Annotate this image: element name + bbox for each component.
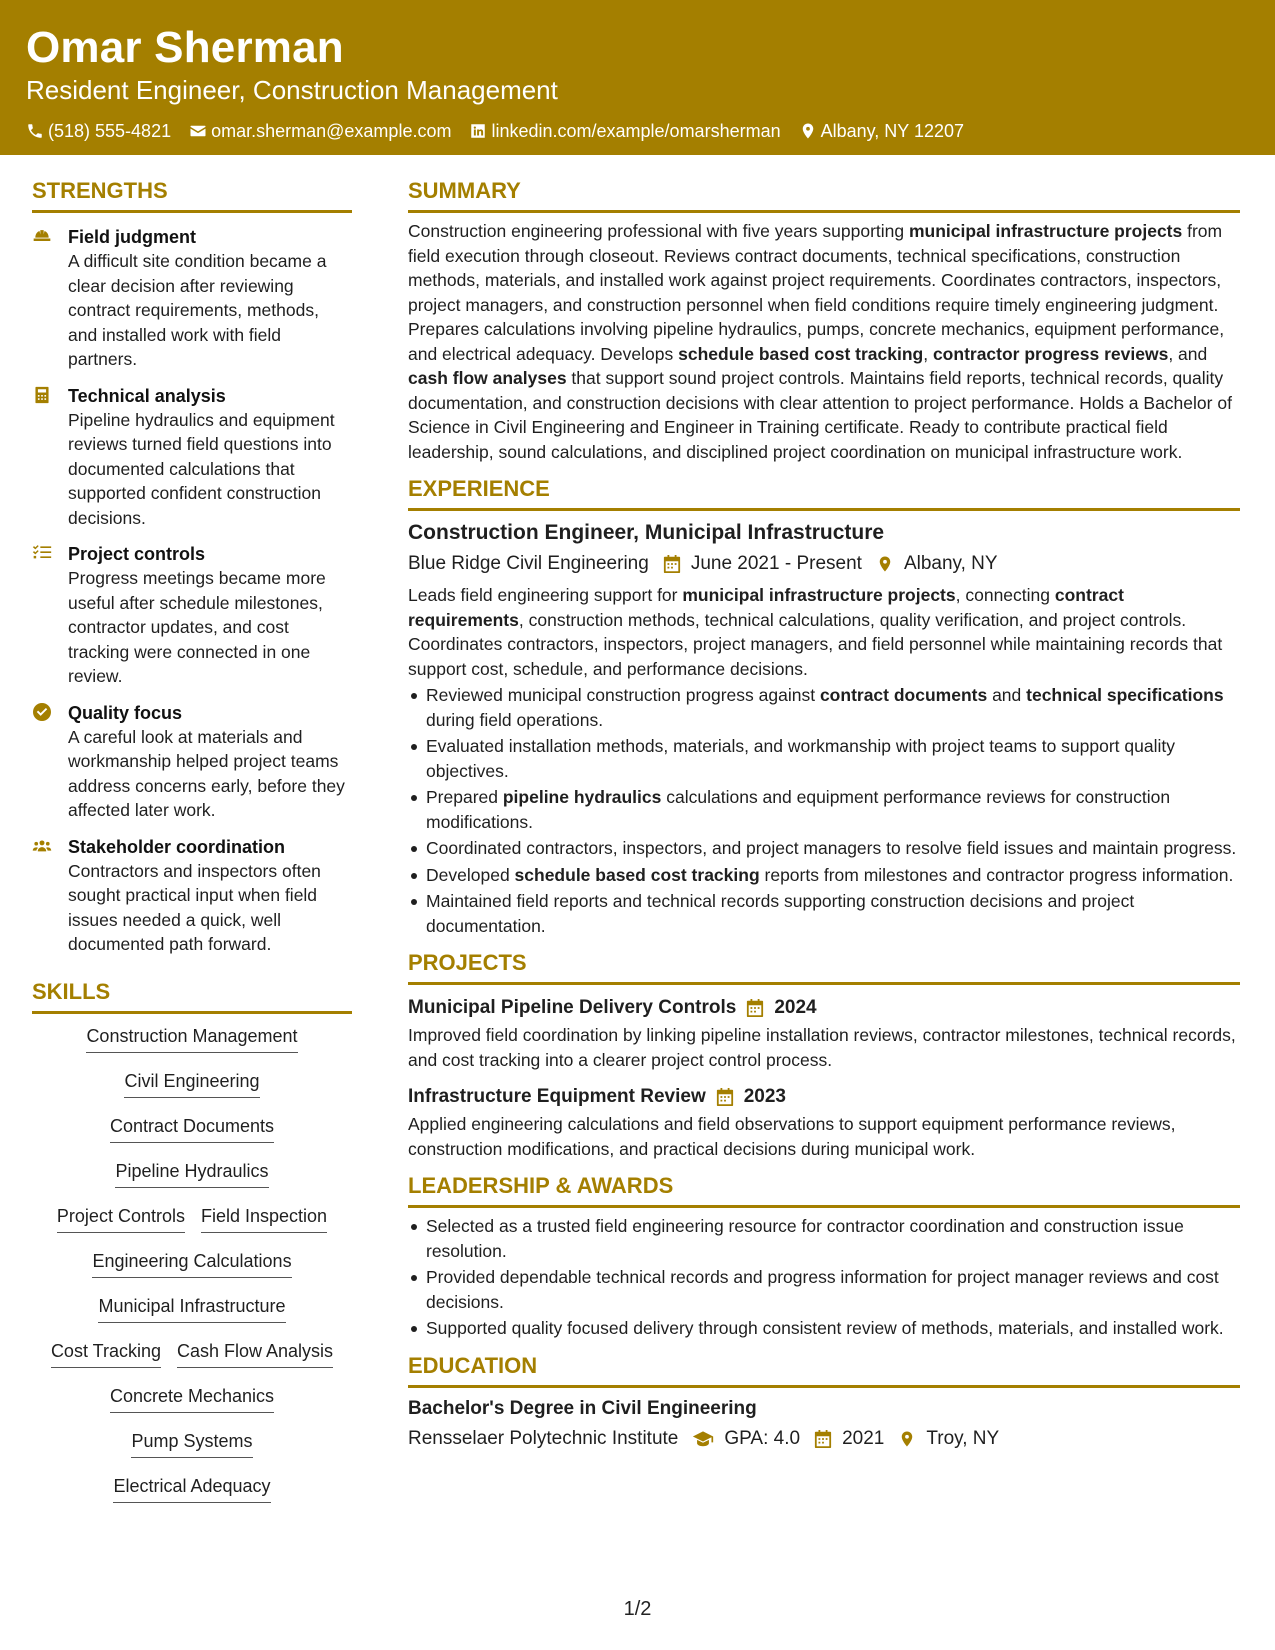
resume-header bbox=[0, 0, 1275, 155]
project-year: 2024 bbox=[774, 997, 817, 1018]
education-meta bbox=[408, 1426, 1240, 1452]
skill-tag: Pipeline Hydraulics bbox=[115, 1159, 268, 1188]
skills-heading: SKILLS bbox=[32, 979, 352, 1014]
list-item: Maintained field reports and technical records supporting construction decisions and project documentation. bbox=[408, 889, 1240, 938]
strength-title: Project controls bbox=[68, 544, 206, 564]
skill-tag: Civil Engineering bbox=[124, 1069, 259, 1098]
list-item: Supported quality focused delivery through consistent review of methods, materials, and installed work. bbox=[408, 1316, 1240, 1341]
gpa-text: GPA: 4.0 bbox=[724, 1427, 801, 1449]
list-check-icon bbox=[32, 544, 52, 562]
strength-desc: Progress meetings became more useful after schedule milestones, contractor updates, and cost tracking were connected in one review. bbox=[68, 568, 326, 686]
bold-phrase: contract requirements bbox=[408, 585, 1124, 630]
bold-phrase: schedule based cost tracking bbox=[678, 343, 924, 364]
summary-heading: SUMMARY bbox=[408, 178, 1240, 213]
strength-title: Quality focus bbox=[68, 702, 183, 723]
location-text: Albany, NY 12207 bbox=[820, 121, 965, 141]
skill-tag: Electrical Adequacy bbox=[113, 1474, 270, 1503]
job-intro: Leads field engineering support for municipal infrastructure projects, connecting contract requirements, construction methods, technical calculations, quality verification, and project controls. Coordinates contractors, inspectors, project managers, and field personnel while maintaining records that support cost, schedule, and performance decisions. bbox=[408, 585, 1223, 679]
phone-icon bbox=[26, 122, 44, 140]
experience-heading: EXPERIENCE bbox=[408, 476, 1240, 511]
leadership-bullets bbox=[408, 1214, 1240, 1341]
envelope-icon bbox=[189, 122, 207, 140]
job-title: Construction Engineer, Municipal Infrastructure bbox=[408, 521, 885, 544]
contact-location bbox=[799, 120, 964, 142]
hard-hat-icon bbox=[32, 227, 52, 245]
skill-tag: Concrete Mechanics bbox=[110, 1384, 274, 1413]
strength-desc: Contractors and inspectors often sought practical input when field issues needed a quick, well documented path forward. bbox=[68, 860, 321, 954]
leadership-section bbox=[408, 1173, 1240, 1341]
bold-phrase: municipal infrastructure projects bbox=[682, 585, 956, 605]
summary-text: Construction engineering professional with five years supporting municipal infrastructure projects from field execution through closeout. Reviews contract documents, technical specifications, construction methods, materials, and installed work against project requirements. Coordinates contractors, inspectors, project managers, and construction personnel when field conditions require timely engineering judgment. Prepares calculations involving pipeline hydraulics, pumps, concrete mechanics, equipment performance, and electrical adequacy. Develops schedule based cost tracking, contractor progress reviews, and cash flow analyses that support sound project controls. Maintains field reports, technical records, quality documentation, and construction decisions with clear attention to project performance. Holds a Bachelor of Science in Civil Engineering and Engineer in Training certificate. Ready to contribute practical field leadership, sound calculations, and disciplined project coordination on municipal infrastructure work. bbox=[408, 221, 1232, 462]
strength-title: Stakeholder coordination bbox=[68, 836, 286, 857]
list-item: Reviewed municipal construction progress against contract documents and technical specifications during field operations. bbox=[408, 683, 1240, 732]
graduation-year: 2021 bbox=[842, 1427, 885, 1449]
company-name: Blue Ridge Civil Engineering bbox=[408, 553, 649, 574]
skill-tag: Project Controls bbox=[57, 1204, 185, 1233]
skill-tag: Pump Systems bbox=[131, 1429, 252, 1458]
education-heading: EDUCATION bbox=[408, 1353, 1240, 1388]
projects-heading: PROJECTS bbox=[408, 950, 1240, 985]
bold-phrase: contractor progress reviews bbox=[932, 343, 1169, 364]
phone-text: (518) 555-4821 bbox=[48, 121, 172, 141]
skill-tag: Municipal Infrastructure bbox=[98, 1294, 285, 1323]
map-pin-icon bbox=[876, 555, 894, 573]
projects-section bbox=[408, 950, 1240, 1161]
map-pin-icon bbox=[799, 122, 817, 140]
list-item: Coordinated contractors, inspectors, and project managers to resolve field issues and maintain progress. bbox=[408, 836, 1240, 861]
education-section bbox=[408, 1353, 1240, 1452]
right-column bbox=[408, 178, 1240, 1452]
linkedin-icon bbox=[469, 122, 487, 140]
list-item: Prepared pipeline hydraulics calculations and equipment performance reviews for construction modifications. bbox=[408, 785, 1240, 834]
candidate-name: Omar Sherman bbox=[26, 23, 344, 72]
page-number: 1/2 bbox=[623, 1598, 652, 1620]
calendar-icon bbox=[716, 1088, 734, 1106]
project-desc: Applied engineering calculations and field observations to support equipment performance reviews, construction modifications, and practical decisions during municipal work. bbox=[408, 1114, 1176, 1159]
strength-desc: A difficult site condition became a clear decision after reviewing contract requirements, methods, and installed work with field partners. bbox=[68, 251, 327, 369]
candidate-role: Resident Engineer, Construction Management bbox=[26, 75, 558, 105]
school-location: Troy, NY bbox=[926, 1427, 1000, 1449]
skills-section bbox=[32, 979, 352, 1519]
job-meta bbox=[408, 551, 1240, 577]
job-location: Albany, NY bbox=[903, 553, 998, 574]
project-header bbox=[408, 995, 1240, 1021]
left-column bbox=[32, 178, 352, 1519]
job-dates: June 2021 - Present bbox=[690, 553, 862, 574]
bold-phrase: cash flow analyses bbox=[408, 368, 567, 388]
experience-section bbox=[408, 476, 1240, 938]
strength-title: Field judgment bbox=[68, 227, 196, 247]
bold-phrase: municipal infrastructure projects bbox=[908, 221, 1183, 241]
strength-title: Technical analysis bbox=[68, 385, 226, 406]
strength-desc: A careful look at materials and workmanship helped project teams address concerns early, before they affected later work. bbox=[68, 726, 345, 820]
summary-section bbox=[408, 178, 1240, 464]
strength-desc: Pipeline hydraulics and equipment reviews turned field questions into documented calculations that supported confident construction decisions. bbox=[68, 409, 335, 528]
calendar-icon bbox=[663, 555, 681, 573]
skill-tag: Field Inspection bbox=[201, 1204, 327, 1233]
contact-phone[interactable] bbox=[26, 120, 171, 142]
bold-phrase: contract documents bbox=[819, 685, 988, 705]
skill-tag: Cash Flow Analysis bbox=[177, 1339, 333, 1368]
bold-phrase: technical specifications bbox=[1026, 685, 1224, 705]
strength-item bbox=[32, 701, 352, 823]
project-header bbox=[408, 1084, 1240, 1110]
leadership-heading: LEADERSHIP & AWARDS bbox=[408, 1173, 1240, 1208]
project-title: Infrastructure Equipment Review bbox=[408, 1086, 706, 1107]
project-year: 2023 bbox=[743, 1086, 787, 1107]
skill-tag: Construction Management bbox=[86, 1024, 297, 1053]
skill-tag: Engineering Calculations bbox=[92, 1249, 291, 1278]
linkedin-text: linkedin.com/example/omarsherman bbox=[491, 121, 781, 141]
calendar-icon bbox=[746, 999, 764, 1017]
skills-list bbox=[32, 1024, 352, 1519]
check-circle-icon bbox=[32, 703, 52, 721]
bold-phrase: schedule based cost tracking bbox=[514, 864, 760, 885]
project-desc: Improved field coordination by linking pipeline installation reviews, contractor milestones, technical records, and cost tracking into a clearer project control process. bbox=[408, 1025, 1236, 1070]
strength-item bbox=[32, 542, 352, 689]
contact-linkedin[interactable] bbox=[469, 120, 780, 142]
list-item: Evaluated installation methods, materials, and workmanship with project teams to support quality objectives. bbox=[408, 734, 1240, 783]
skill-tag: Contract Documents bbox=[110, 1114, 274, 1143]
email-text: omar.sherman@example.com bbox=[211, 121, 452, 141]
contact-bar bbox=[26, 120, 1275, 142]
bold-phrase: pipeline hydraulics bbox=[502, 787, 662, 807]
calculator-icon bbox=[32, 386, 52, 404]
job-bullets bbox=[408, 683, 1240, 938]
strength-item bbox=[32, 225, 352, 372]
list-item: Developed schedule based cost tracking reports from milestones and contractor progress information. bbox=[408, 863, 1240, 888]
strengths-heading: STRENGTHS bbox=[32, 178, 352, 213]
strength-item bbox=[32, 384, 352, 531]
calendar-icon bbox=[814, 1430, 832, 1448]
list-item: Provided dependable technical records and progress information for project manager reviews and cost decisions. bbox=[408, 1265, 1240, 1314]
graduation-cap-icon bbox=[692, 1430, 714, 1448]
map-pin-icon bbox=[898, 1430, 916, 1448]
strength-item bbox=[32, 835, 352, 957]
skill-tag: Cost Tracking bbox=[51, 1339, 161, 1368]
people-group-icon bbox=[32, 837, 52, 855]
degree-title: Bachelor's Degree in Civil Engineering bbox=[408, 1397, 757, 1419]
school-name: Rensselaer Polytechnic Institute bbox=[408, 1427, 679, 1449]
list-item: Selected as a trusted field engineering resource for contractor coordination and construction issue resolution. bbox=[408, 1214, 1240, 1263]
contact-email[interactable] bbox=[189, 120, 451, 142]
project-title: Municipal Pipeline Delivery Controls bbox=[408, 997, 737, 1018]
